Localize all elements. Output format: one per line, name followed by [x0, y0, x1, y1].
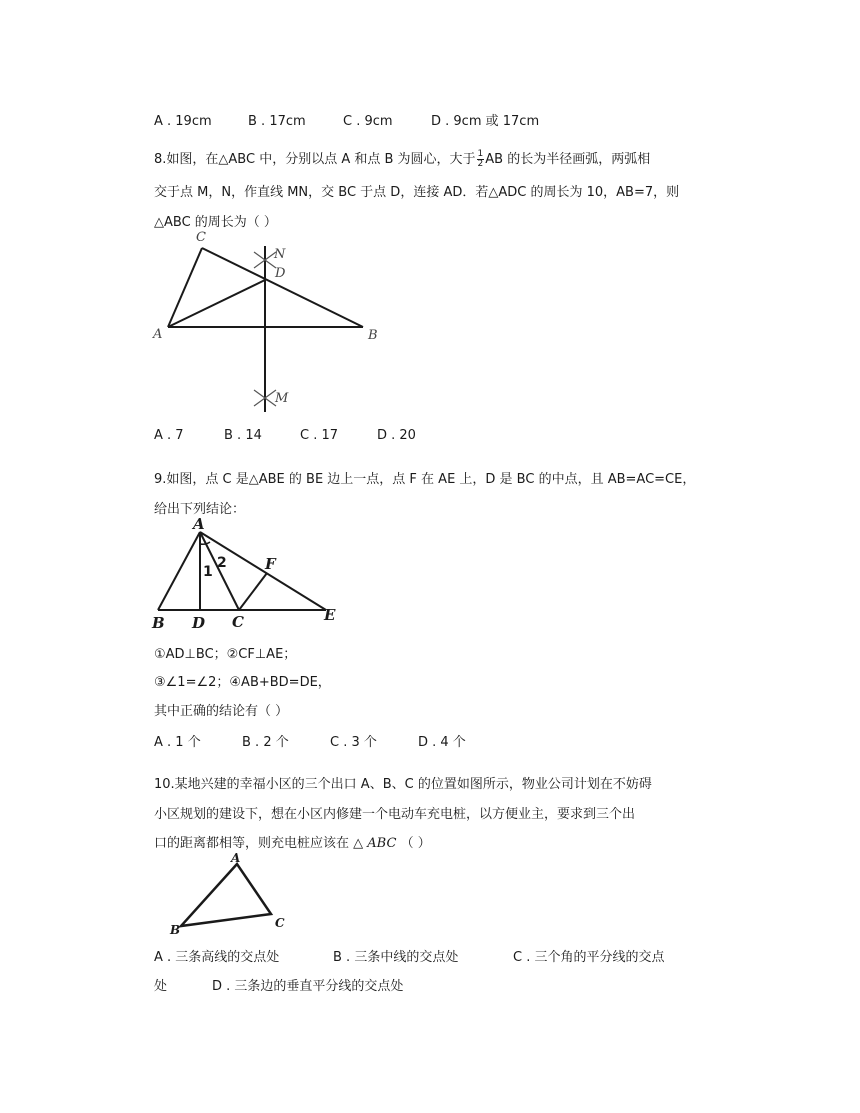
q8-line-2: 交于点 M，N，作直线 MN，交 BC 于点 D，连接 AD．若△ADC 的周长为 10，AB=7，则: [154, 185, 680, 200]
q8-segment-ad: [168, 280, 265, 327]
q10-label-b: B: [170, 923, 181, 937]
q9-side-ab: [158, 532, 200, 610]
q8-fraction: [477, 150, 485, 169]
q10-label-c: C: [275, 916, 285, 930]
q8-fraction-denominator: 2: [477, 159, 484, 169]
q9-option-a: A . 1 个: [154, 735, 201, 750]
q8-fraction-numerator: 1: [477, 149, 484, 159]
q7-option-b: B . 17cm: [248, 114, 306, 129]
q10-line-1: 10.某地兴建的幸福小区的三个出口 A、B、C 的位置如图所示，物业公司计划在不妨碍: [154, 777, 652, 792]
q10-text-b: （ ）: [400, 836, 431, 851]
q8-label-c: C: [196, 230, 206, 245]
q8-text-b: AB 的长为半径画弧，两弧相: [485, 152, 651, 167]
q9-label-c: C: [232, 613, 244, 631]
q10-option-c-continued: 处: [154, 979, 168, 994]
q10-options-row-1: [154, 948, 714, 968]
q8-option-a: A . 7: [154, 428, 184, 443]
q9-label-e: E: [324, 606, 336, 624]
q10-option-a: A . 三条高线的交点处: [154, 950, 280, 965]
q8-label-a: A: [153, 327, 163, 342]
q10-triangle-symbol: △: [353, 836, 364, 851]
q9-line-1: 9.如图，点 C 是△ABE 的 BE 边上一点，点 F 在 AE 上，D 是 BC 的中点，且 AB=AC=CE，: [154, 472, 696, 487]
q7-option-d: D . 9cm 或 17cm: [431, 114, 540, 129]
q9-conclusion-2: ③∠1=∠2；④AB+BD=DE，: [154, 675, 331, 690]
q8-figure: [150, 228, 390, 418]
q8-label-d: D: [275, 266, 286, 281]
q10-figure: [165, 850, 295, 940]
q7-options: [154, 112, 714, 132]
q8-text-a: 8.如图，在△ABC 中，分别以点 A 和点 B 为圆心，大于: [154, 152, 476, 167]
q8-option-c: C . 17: [300, 428, 339, 443]
q9-question: 其中正确的结论有（ ）: [154, 704, 289, 719]
q8-label-m: M: [275, 391, 289, 406]
q9-option-b: B . 2 个: [242, 735, 289, 750]
q9-segment-cf: [239, 573, 267, 610]
q8-label-n: N: [274, 247, 286, 262]
q7-option-a: A . 19cm: [154, 114, 212, 129]
q9-figure: [150, 512, 350, 632]
q8-side-ca: [168, 248, 202, 327]
q10-option-d: D . 三条边的垂直平分线的交点处: [212, 979, 404, 994]
q9-label-angle-1: 1: [203, 564, 213, 580]
q9-label-f: F: [265, 555, 276, 573]
q10-text-a: 口的距离都相等，则充电桩应该在: [154, 836, 350, 851]
q10-triangle: [181, 864, 271, 926]
q8-line-1: [154, 150, 650, 170]
q9-label-b: B: [152, 614, 165, 632]
q8-options: [154, 426, 554, 446]
q8-option-d: D . 20: [377, 428, 416, 443]
q9-options: [154, 733, 554, 753]
q10-label-a: A: [231, 851, 241, 865]
q9-option-c: C . 3 个: [330, 735, 377, 750]
q9-line-2: 给出下列结论：: [154, 502, 246, 517]
q8-line-3: △ABC 的周长为（ ）: [154, 215, 277, 230]
q9-conclusion-1: ①AD⊥BC；②CF⊥AE；: [154, 647, 297, 662]
q10-option-b: B . 三条中线的交点处: [333, 950, 459, 965]
q9-label-a: A: [193, 515, 205, 533]
q7-option-c: C . 9cm: [343, 114, 393, 129]
q8-label-b: B: [368, 328, 378, 343]
q10-option-c: C . 三个角的平分线的交点: [513, 950, 665, 965]
q9-option-d: D . 4 个: [418, 735, 466, 750]
q9-label-d: D: [192, 614, 206, 632]
q10-options-row-2: [154, 977, 554, 997]
q10-triangle-name: ABC: [367, 836, 397, 851]
q10-line-2: 小区规划的建设下，想在小区内修建一个电动车充电桩，以方便业主，要求到三个出: [154, 807, 636, 822]
q9-label-angle-2: 2: [217, 555, 227, 571]
q8-option-b: B . 14: [224, 428, 262, 443]
